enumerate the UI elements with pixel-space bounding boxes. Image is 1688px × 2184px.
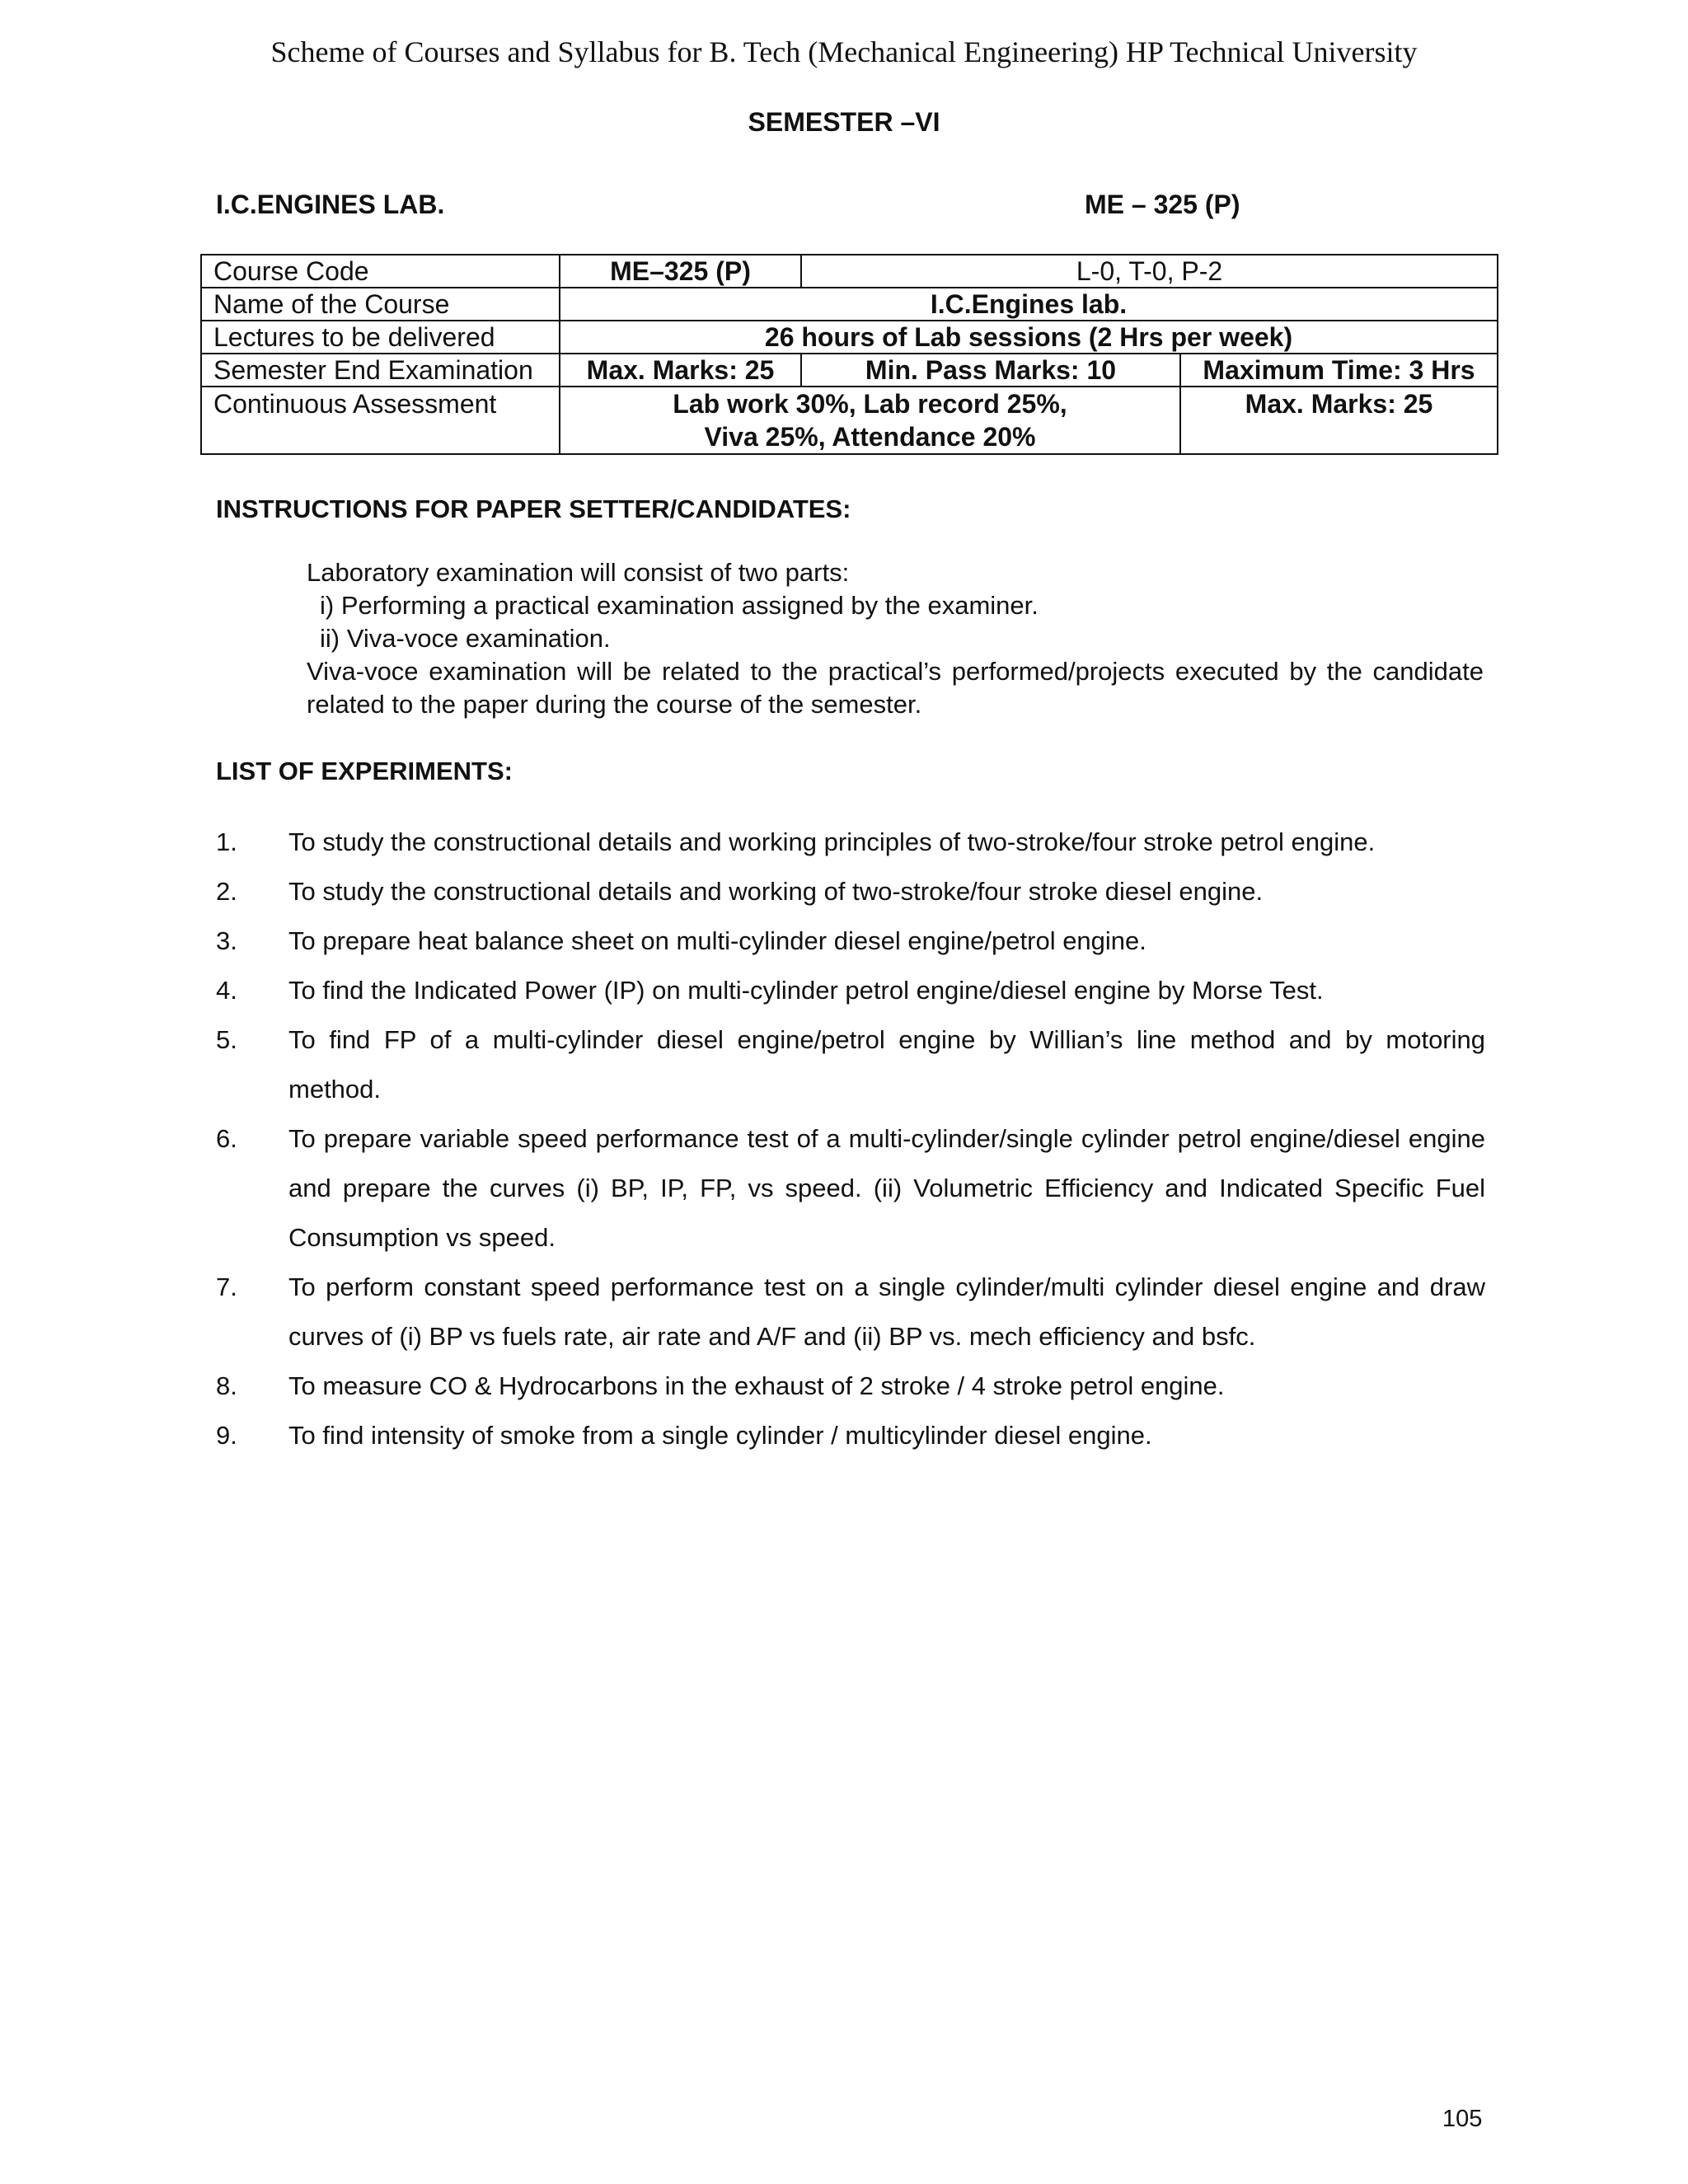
item-number: 5. bbox=[216, 1025, 237, 1054]
list-item bbox=[216, 1361, 1485, 1411]
list-item bbox=[216, 1263, 1485, 1361]
item-number: 4. bbox=[216, 976, 237, 1005]
table-row bbox=[201, 387, 1498, 454]
list-item bbox=[216, 1114, 1485, 1263]
course-info-table bbox=[200, 254, 1498, 455]
item-text: To find intensity of smoke from a single cylinder / multicylinder diesel engine. bbox=[288, 1421, 1152, 1450]
table-row bbox=[201, 255, 1498, 288]
lectures-value: 26 hours of Lab sessions (2 Hrs per week) bbox=[560, 321, 1498, 354]
list-item bbox=[216, 867, 1485, 916]
item-text: To prepare heat balance sheet on multi-cylinder diesel engine/petrol engine. bbox=[288, 926, 1146, 955]
table-row bbox=[201, 321, 1498, 354]
course-code-label: Course Code bbox=[201, 255, 560, 288]
lectures-label: Lectures to be delivered bbox=[201, 321, 560, 354]
item-number: 6. bbox=[216, 1124, 237, 1153]
list-item bbox=[216, 1411, 1485, 1460]
item-number: 9. bbox=[216, 1421, 237, 1450]
item-text: To find FP of a multi-cylinder diesel engine/petrol engine by Willian’s line method and by motoring method. bbox=[288, 1025, 1485, 1104]
viva-note: Viva-voce examination will be related to the practical’s performed/projects executed by the candidate related to the paper during the course of the semester. bbox=[307, 657, 1484, 719]
ca-label: Continuous Assessment bbox=[201, 387, 560, 454]
page-number: 105 bbox=[1442, 2106, 1483, 2132]
ca-max-marks: Max. Marks: 25 bbox=[1180, 387, 1498, 454]
instructions-part-2: ii) Viva-voce examination. bbox=[320, 624, 611, 653]
ltp-value: L-0, T-0, P-2 bbox=[801, 255, 1498, 288]
list-item bbox=[216, 966, 1485, 1015]
instructions-intro: Laboratory examination will consist of two parts: bbox=[307, 558, 850, 587]
table-row bbox=[201, 354, 1498, 387]
list-item bbox=[216, 1015, 1485, 1114]
max-time: Maximum Time: 3 Hrs bbox=[1180, 354, 1498, 387]
max-marks: Max. Marks: 25 bbox=[560, 354, 801, 387]
list-item bbox=[216, 818, 1485, 867]
item-text: To prepare variable speed performance test of a multi-cylinder/single cylinder petrol engine/diesel engine and prepare the curves (i) BP, IP, FP, vs speed. (ii) Volumetric Efficiency and Indicated Specific Fuel Consumption vs speed. bbox=[288, 1124, 1485, 1252]
course-title: I.C.ENGINES LAB. bbox=[216, 190, 445, 219]
item-number: 3. bbox=[216, 926, 237, 955]
instructions-heading: INSTRUCTIONS FOR PAPER SETTER/CANDIDATES: bbox=[216, 494, 851, 523]
item-text: To find the Indicated Power (IP) on multi-cylinder petrol engine/diesel engine by Morse Test. bbox=[288, 976, 1324, 1005]
item-text: To perform constant speed performance test on a single cylinder/multi cylinder diesel engine and draw curves of (i) BP vs fuels rate, air rate and A/F and (ii) BP vs. mech efficiency and bsfc. bbox=[288, 1272, 1485, 1351]
instructions-body bbox=[307, 556, 1484, 721]
exam-label: Semester End Examination bbox=[201, 354, 560, 387]
page-header: Scheme of Courses and Syllabus for B. Tech (Mechanical Engineering) HP Technical University bbox=[270, 35, 1418, 68]
item-text: To measure CO & Hydrocarbons in the exhaust of 2 stroke / 4 stroke petrol engine. bbox=[288, 1371, 1225, 1400]
item-number: 8. bbox=[216, 1371, 237, 1400]
ca-line-1: Lab work 30%, Lab record 25%, bbox=[673, 389, 1067, 419]
instructions-part-1: i) Performing a practical examination assigned by the examiner. bbox=[320, 591, 1039, 620]
table-row bbox=[201, 288, 1498, 321]
course-code-value: ME–325 (P) bbox=[560, 255, 801, 288]
list-item bbox=[216, 916, 1485, 966]
ca-breakdown bbox=[560, 387, 1180, 454]
experiments-heading: LIST OF EXPERIMENTS: bbox=[216, 757, 513, 785]
item-number: 1. bbox=[216, 827, 237, 856]
semester-heading: SEMESTER –VI bbox=[748, 107, 940, 137]
min-pass-marks: Min. Pass Marks: 10 bbox=[801, 354, 1180, 387]
item-number: 2. bbox=[216, 877, 237, 906]
course-code-heading: ME – 325 (P) bbox=[1085, 190, 1240, 219]
item-text: To study the constructional details and working of two-stroke/four stroke diesel engine. bbox=[288, 877, 1264, 906]
course-name-label: Name of the Course bbox=[201, 288, 560, 321]
course-name-value: I.C.Engines lab. bbox=[560, 288, 1498, 321]
item-number: 7. bbox=[216, 1272, 237, 1301]
ca-line-2: Viva 25%, Attendance 20% bbox=[704, 422, 1036, 452]
experiments-list bbox=[216, 818, 1485, 1460]
item-text: To study the constructional details and working principles of two-stroke/four stroke petrol engine. bbox=[288, 827, 1376, 856]
